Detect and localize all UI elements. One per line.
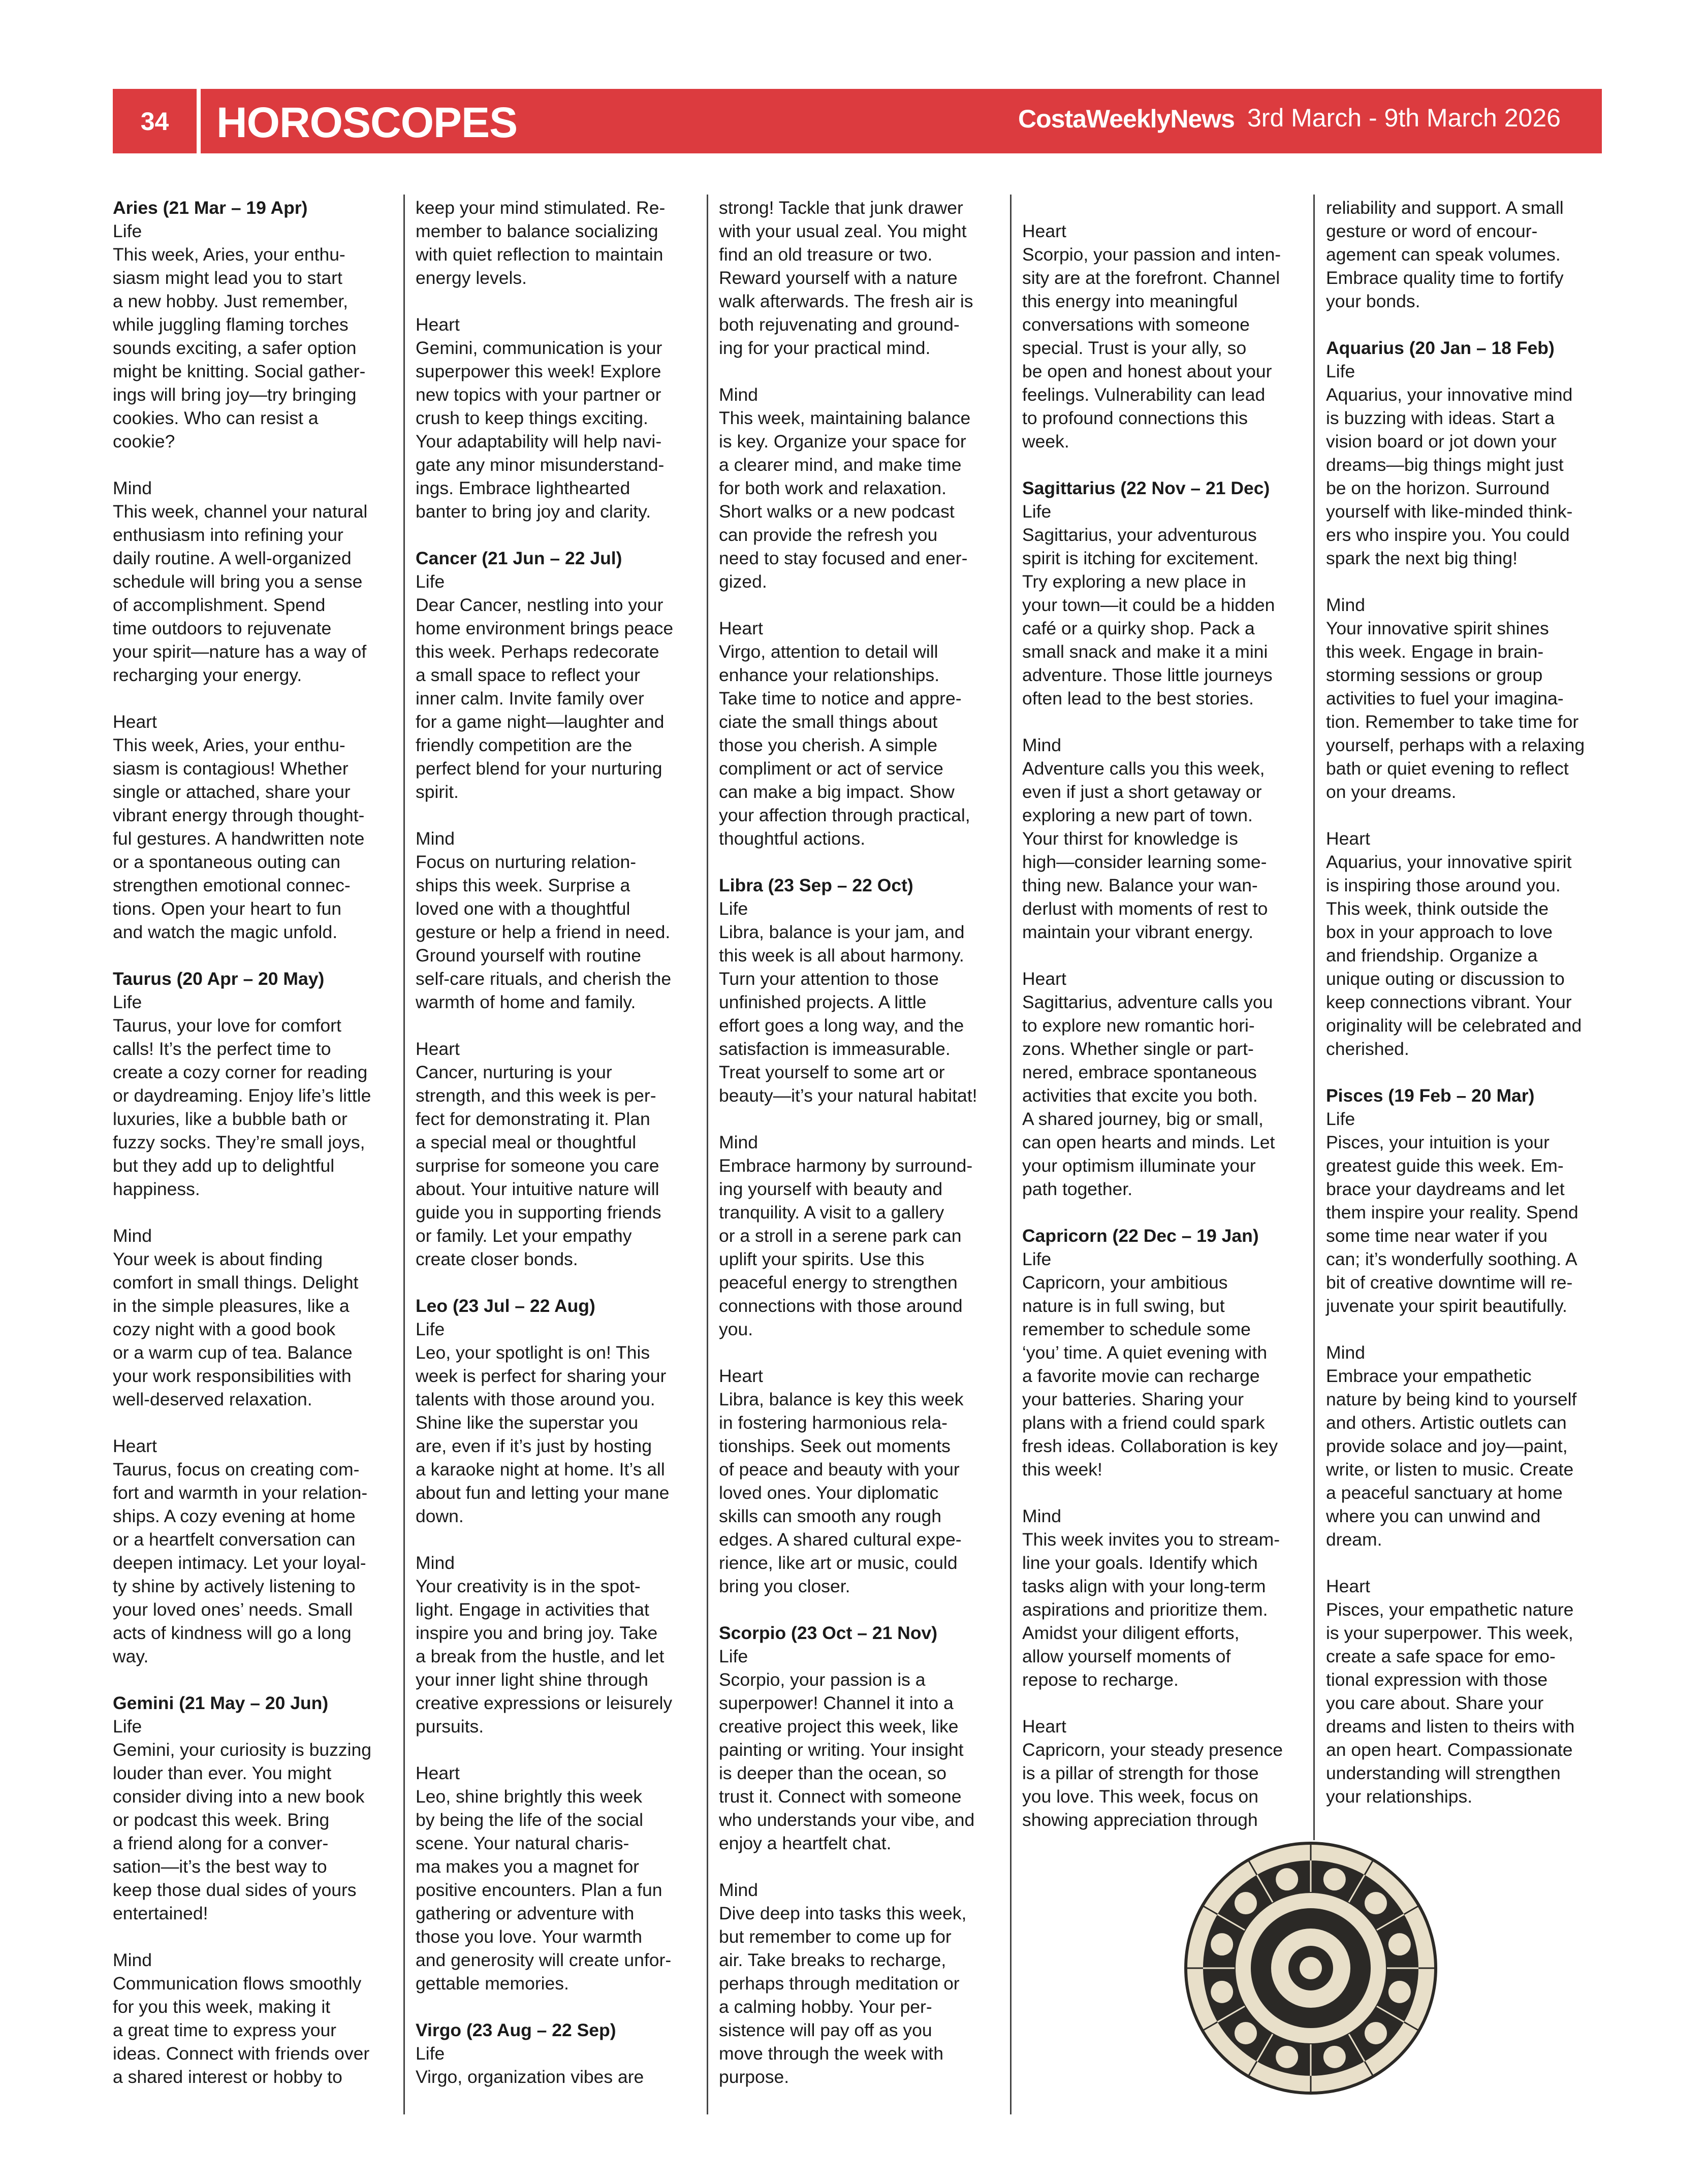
zodiac-sign-icon bbox=[1276, 2046, 1298, 2068]
horoscope-text: Mind bbox=[113, 478, 152, 498]
paragraph-gap bbox=[416, 1995, 700, 2018]
horoscope-text: Life bbox=[1326, 1109, 1355, 1129]
horoscope-text: Life bbox=[113, 992, 142, 1012]
column-1 bbox=[113, 196, 397, 2089]
horoscope-text: Your week is about finding comfort in small things. Delight in the simple pleasures, like a cozy night with a good book or a warm cup of tea. Balance your work responsibilities with well-deserved relaxation. bbox=[113, 1249, 359, 1409]
zodiac-sign-icon bbox=[1211, 1933, 1233, 1955]
horoscope-text: Pisces, your empathetic nature is your superpower. This week, create a safe space for emo- tional expression with those you care about. Share your dreams and listen to theirs with an open heart. Compassionate understanding will strengthen your relationships. bbox=[1326, 1599, 1575, 1807]
horoscope-text: Scorpio, your passion and inten- sity are at the forefront. Channel this energy into meaningful conversations with someone special. Trust is your ally, so be open and honest about your feelings. Vulnerability can lead to profound connections this week. bbox=[1022, 244, 1281, 452]
column-2 bbox=[416, 196, 700, 2089]
paragraph-gap bbox=[416, 523, 700, 547]
paragraph-gap bbox=[1326, 313, 1610, 336]
sign-heading: Leo (23 Jul – 22 Aug) bbox=[416, 1296, 595, 1316]
horoscope-text: Heart bbox=[416, 1039, 460, 1059]
zodiac-sign-icon bbox=[1235, 2022, 1257, 2044]
horoscope-text: Mind bbox=[1022, 1506, 1061, 1526]
horoscope-text: Life bbox=[719, 898, 748, 919]
horoscope-text: Capricorn, your ambitious nature is in full swing, but remember to schedule some ‘you’ time. A quiet evening with a favorite movie can recharge your batteries. Sharing your plans with a friend could spark fresh ideas. Collaboration is key this week! bbox=[1022, 1272, 1278, 1480]
publication-brand: CostaWeeklyNews bbox=[1018, 105, 1235, 133]
horoscope-text: Life bbox=[416, 571, 445, 592]
column-4 bbox=[1022, 196, 1307, 1832]
column-5 bbox=[1326, 196, 1610, 1808]
sign-heading: Pisces (19 Feb – 20 Mar) bbox=[1326, 1085, 1535, 1106]
paragraph-gap bbox=[1022, 1201, 1307, 1224]
horoscope-text: Leo, your spotlight is on! This week is perfect for sharing your talents with those around you. Shine like the superstar you are, even if it’s just by hosting a karaoke night at home. It’s all about fun and letting your mane down. bbox=[416, 1342, 670, 1526]
horoscope-text: Scorpio, your passion is a superpower! Channel it into a creative project this week, like painting or writing. Your insight is deeper than the ocean, so trust it. Connect with someone who understands your vibe, and enjoy a heartfelt chat. bbox=[719, 1669, 975, 1853]
horoscope-text: Leo, shine brightly this week by being the life of the social scene. Your natural charis- ma makes you a magnet for positive encounters. Plan a fun gathering or adventure with those you love. Your warmth and generosity will create unfor- gettable memories. bbox=[416, 1786, 672, 1994]
sign-heading: Virgo (23 Aug – 22 Sep) bbox=[416, 2020, 616, 2040]
horoscope-text: Mind bbox=[719, 1132, 758, 1152]
paragraph-gap bbox=[416, 290, 700, 313]
horoscope-text: Libra, balance is your jam, and this week is all about harmony. Turn your attention to those unfinished projects. A little effort goes a long way, and the satisfaction is immeasurable. Treat yourself to some art or beauty—it’s your natural habitat! bbox=[719, 922, 977, 1106]
column-rule bbox=[1010, 195, 1012, 2114]
horoscope-text: Dive deep into tasks this week, but remember to come up for air. Take breaks to recharge, perhaps through meditation or a calming hobby. Your per- sistence will pay off as you move through the week with purpose. bbox=[719, 1903, 967, 2087]
horoscope-text: Gemini, communication is your superpower this week! Explore new topics with your partner or crush to keep things exciting. Your adaptability will help navi- gate any minor misunderstand- ings. Embrace lighthearted banter to bring joy and clarity. bbox=[416, 338, 665, 522]
paragraph-gap bbox=[719, 1855, 1003, 1878]
horoscope-text: Mind bbox=[416, 828, 455, 849]
horoscope-text: This week, Aries, your enthu- siasm is contagious! Whether single or attached, share your vibrant energy through thought- ful gestures. A handwritten note or a spontaneous outing can strengthen emotional connec- tions. Open your heart to fun and watch the magic unfold. bbox=[113, 735, 365, 942]
sign-heading: Aquarius (20 Jan – 18 Feb) bbox=[1326, 338, 1555, 358]
zodiac-sign-icon bbox=[1323, 2046, 1346, 2068]
sign-heading: Gemini (21 May – 20 Jun) bbox=[113, 1693, 329, 1713]
paragraph-gap bbox=[1326, 1318, 1610, 1341]
zodiac-sign-icon bbox=[1365, 2022, 1387, 2044]
horoscope-text: Embrace harmony by surround- ing yourself with beauty and tranquility. A visit to a gallery or a stroll in a serene park can uplift your spirits. Use this peaceful energy to strengthen connections with those around you. bbox=[719, 1155, 973, 1339]
paragraph-gap bbox=[113, 1668, 397, 1691]
sign-heading: Aries (21 Mar – 19 Apr) bbox=[113, 198, 308, 218]
paragraph-gap bbox=[416, 804, 700, 827]
column-rule bbox=[1313, 195, 1315, 1840]
horoscope-text: Sagittarius, adventure calls you to explore new romantic hori- zons. Whether single or part- nered, embrace spontaneous activities that excite you both. A shared journey, big or small, can open hearts and minds. Let your optimism illuminate your path together. bbox=[1022, 992, 1275, 1199]
horoscope-text: Taurus, your love for comfort calls! It’s the perfect time to create a cozy corner for reading or daydreaming. Enjoy life’s little luxuries, like a bubble bath or fuzzy socks. They’re small joys, but they add up to delightful happiness. bbox=[113, 1015, 371, 1199]
paragraph-gap bbox=[1326, 1061, 1610, 1084]
sign-heading: Capricorn (22 Dec – 19 Jan) bbox=[1022, 1226, 1259, 1246]
horoscope-text: Pisces, your intuition is your greatest guide this week. Em- brace your daydreams and let them inspire your reality. Spend some time near water if you can; it’s wonderfully soothing. A bit of creative downtime will re- juvenate your spirit beautifully. bbox=[1326, 1132, 1578, 1316]
paragraph-gap bbox=[1022, 196, 1307, 219]
horoscope-text: Virgo, attention to detail will enhance your relationships. Take time to notice and appre- ciate the small things about those you cherish. A simple compliment or act of service can make a big impact. Show your affection through practical, thoughtful actions. bbox=[719, 641, 970, 849]
paragraph-gap bbox=[113, 453, 397, 476]
column-3 bbox=[719, 196, 1003, 2089]
paragraph-gap bbox=[1022, 710, 1307, 733]
paragraph-gap bbox=[113, 1925, 397, 1948]
horoscope-text: Adventure calls you this week, even if just a short getaway or exploring a new part of town. Your thirst for knowledge is high—consider learning some- thing new. Balance your wan- derlust with moments of rest to maintain your vibrant energy. bbox=[1022, 758, 1268, 942]
horoscope-text: Life bbox=[416, 1319, 445, 1339]
paragraph-gap bbox=[1022, 1691, 1307, 1715]
paragraph-gap bbox=[113, 687, 397, 710]
horoscope-text: Mind bbox=[1326, 595, 1365, 615]
paragraph-gap bbox=[113, 1411, 397, 1434]
paragraph-gap bbox=[416, 1738, 700, 1761]
paragraph-gap bbox=[1022, 453, 1307, 476]
horoscope-text: Mind bbox=[113, 1226, 152, 1246]
horoscope-text: Life bbox=[1022, 501, 1052, 522]
paragraph-gap bbox=[1022, 944, 1307, 967]
paragraph-gap bbox=[719, 1598, 1003, 1621]
sign-heading: Scorpio (23 Oct – 21 Nov) bbox=[719, 1623, 938, 1643]
zodiac-sign-icon bbox=[1365, 1892, 1387, 1914]
horoscope-text: Gemini, your curiosity is buzzing louder than ever. You might consider diving into a new book or podcast this week. Bring a friend along for a conver- sation—it’s the best way to keep those dual sides of yours entertained! bbox=[113, 1740, 372, 1923]
horoscope-text: Taurus, focus on creating com- fort and warmth in your relation- ships. A cozy evening at home or a heartfelt conversation can deepen intimacy. Let your loyal- ty shine by actively listening to your loved ones’ needs. Small acts of kindness will go a long way. bbox=[113, 1459, 368, 1666]
horoscope-text: Capricorn, your steady presence is a pillar of strength for those you love. This week, focus on showing appreciation through bbox=[1022, 1740, 1283, 1830]
zodiac-sign-icon bbox=[1276, 1868, 1298, 1890]
horoscope-text: Life bbox=[113, 221, 142, 241]
paragraph-gap bbox=[113, 1201, 397, 1224]
horoscope-text: Mind bbox=[1022, 735, 1061, 755]
paragraph-gap bbox=[1326, 804, 1610, 827]
horoscope-text: Embrace your empathetic nature by being kind to yourself and others. Artistic outlets can provide solace and joy—paint, write, or listen to music. Create a peaceful sanctuary at home where you can unwind and dream. bbox=[1326, 1366, 1577, 1550]
zodiac-sign-icon bbox=[1211, 1981, 1233, 2003]
sign-heading: Taurus (20 Apr – 20 May) bbox=[113, 969, 325, 989]
paragraph-gap bbox=[1326, 570, 1610, 593]
horoscope-text: This week invites you to stream- line your goals. Identify which tasks align with your long-term aspirations and prioritize them. Amidst your diligent efforts, allow yourself moments of repose to recharge. bbox=[1022, 1529, 1280, 1690]
horoscope-text: Heart bbox=[1022, 1716, 1066, 1737]
horoscope-text: Life bbox=[113, 1716, 142, 1737]
horoscope-text: Heart bbox=[719, 618, 763, 638]
horoscope-text: Mind bbox=[1326, 1342, 1365, 1363]
paragraph-gap bbox=[719, 593, 1003, 617]
horoscope-text: This week, channel your natural enthusiasm into refining your daily routine. A well-organized schedule will bring you a sense of accomplishment. Spend time outdoors to rejuvenate your spirit—nature has a way of recharging your energy. bbox=[113, 501, 368, 685]
horoscope-text: Heart bbox=[1326, 1576, 1370, 1596]
paragraph-gap bbox=[719, 1341, 1003, 1364]
zodiac-sign-icon bbox=[1388, 1933, 1411, 1955]
header-divider bbox=[197, 89, 201, 153]
horoscope-text: Cancer, nurturing is your strength, and this week is per- fect for demonstrating it. Plan a special meal or thoughtful surprise for someone you care about. Your intuitive nature will guide you in supporting friends or family. Let your empathy create closer bonds. bbox=[416, 1062, 661, 1269]
horoscope-text: Sagittarius, your adventurous spirit is itching for excitement. Try exploring a new place in your town—it could be a hidden café or a quirky shop. Pack a small snack and make it a mini adventure. Those little journeys often lead to the best stories. bbox=[1022, 525, 1275, 709]
horoscope-text: Heart bbox=[719, 1366, 763, 1386]
date-range: 3rd March - 9th March 2026 bbox=[1247, 104, 1561, 132]
paragraph-gap bbox=[719, 1107, 1003, 1131]
zodiac-sign-icon bbox=[1235, 1892, 1257, 1914]
sign-heading: Cancer (21 Jun – 22 Jul) bbox=[416, 548, 622, 568]
paragraph-gap bbox=[416, 1528, 700, 1551]
horoscope-text: Aquarius, your innovative mind is buzzing with ideas. Start a vision board or jot down your dreams—big things might just be on the horizon. Surround yourself with like-minded think- ers who inspire you. You could spark the next big thing! bbox=[1326, 384, 1573, 568]
horoscope-text: strong! Tackle that junk drawer with your usual zeal. You might find an old treasure or two. Reward yourself with a nature walk afterwards. The fresh air is both rejuvenating and ground- ing for your practical mind. bbox=[719, 198, 973, 358]
paragraph-gap bbox=[113, 944, 397, 967]
horoscope-text: Mind bbox=[719, 1880, 758, 1900]
horoscope-text: reliability and support. A small gesture or word of encour- agement can speak volumes. Embrace quality time to fortify your bonds. bbox=[1326, 198, 1564, 311]
horoscope-text: Heart bbox=[416, 314, 460, 335]
horoscope-text: Heart bbox=[113, 712, 157, 732]
horoscope-text: Life bbox=[416, 2043, 445, 2064]
horoscope-text: Life bbox=[1326, 361, 1355, 381]
zodiac-sign-icon bbox=[1388, 1981, 1411, 2003]
column-rule bbox=[707, 195, 708, 2114]
horoscope-text: Life bbox=[719, 1646, 748, 1666]
horoscope-text: Your innovative spirit shines this week. Engage in brain- storming sessions or group activities to fuel your imagina- tion. Remember to take time for yourself, perhaps with a relaxing bath or quiet evening to reflect on your dreams. bbox=[1326, 618, 1585, 802]
horoscope-text: Heart bbox=[416, 1763, 460, 1783]
zodiac-sign-icon bbox=[1323, 1868, 1346, 1890]
horoscope-text: Heart bbox=[1326, 828, 1370, 849]
column-rule bbox=[403, 195, 405, 2114]
horoscope-text: This week, maintaining balance is key. Organize your space for a clearer mind, and make time for both work and relaxation. Short walks or a new podcast can provide the refresh you need to stay focused and ener- gized. bbox=[719, 408, 971, 592]
horoscope-text: Mind bbox=[719, 384, 758, 405]
horoscope-text: Virgo, organization vibes are bbox=[416, 2067, 644, 2087]
horoscope-text: Life bbox=[1022, 1249, 1052, 1269]
horoscope-text: Heart bbox=[1022, 221, 1066, 241]
paragraph-gap bbox=[719, 360, 1003, 383]
horoscope-text: Aquarius, your innovative spirit is inspiring those around you. This week, think outside the box in your approach to love and friendship. Organize a unique outing or discussion to keep connections vibrant. Your originality will be celebrated and cherished. bbox=[1326, 852, 1582, 1059]
horoscope-text: Mind bbox=[113, 1950, 152, 1970]
horoscope-text: Dear Cancer, nestling into your home environment brings peace this week. Perhaps redecorate a small space to reflect your inner calm. Invite family over for a game night—laughter and friendly competition are the perfect blend for your nurturing spirit. bbox=[416, 595, 674, 802]
section-title: HOROSCOPES bbox=[216, 99, 518, 146]
horoscope-text: Libra, balance is key this week in fostering harmonious rela- tionships. Seek out moments of peace and beauty with your loved ones. Your diplomatic skills can smooth any rough edges. A shared cultural expe- rience, like art or music, could bring you closer. bbox=[719, 1389, 964, 1596]
zodiac-wheel-icon bbox=[1184, 1841, 1438, 2095]
sign-heading: Libra (23 Sep – 22 Oct) bbox=[719, 875, 913, 895]
paragraph-gap bbox=[1326, 1551, 1610, 1575]
sign-heading: Sagittarius (22 Nov – 21 Dec) bbox=[1022, 478, 1270, 498]
horoscope-text: Mind bbox=[416, 1553, 455, 1573]
horoscope-text: This week, Aries, your enthu- siasm might lead you to start a new hobby. Just remember, while juggling flaming torches sounds exciting, a safer option might be knitting. Social gather- ings will bring joy—try bringing cookies. Who can resist a cookie? bbox=[113, 244, 366, 452]
horoscope-text: keep your mind stimulated. Re- member to balance socializing with quiet reflection to maintain energy levels. bbox=[416, 198, 666, 288]
horoscope-text: Your creativity is in the spot- light. Engage in activities that inspire you and bring joy. Take a break from the hustle, and let your inner light shine through creative expressions or leisurely pursuits. bbox=[416, 1576, 673, 1737]
paragraph-gap bbox=[416, 1271, 700, 1294]
paragraph-gap bbox=[719, 850, 1003, 874]
horoscope-text: Heart bbox=[113, 1436, 157, 1456]
page-number: 34 bbox=[140, 107, 169, 136]
paragraph-gap bbox=[1022, 1481, 1307, 1504]
horoscope-text: Heart bbox=[1022, 969, 1066, 989]
horoscope-text: Communication flows smoothly for you this week, making it a great time to express your ideas. Connect with friends over a shared interest or hobby to bbox=[113, 1973, 370, 2087]
paragraph-gap bbox=[416, 1014, 700, 1037]
horoscope-text: Focus on nurturing relation- ships this week. Surprise a loved one with a thoughtful gesture or help a friend in need. Ground yourself with routine self-care rituals, and cherish the warmth of home and family. bbox=[416, 852, 672, 1012]
